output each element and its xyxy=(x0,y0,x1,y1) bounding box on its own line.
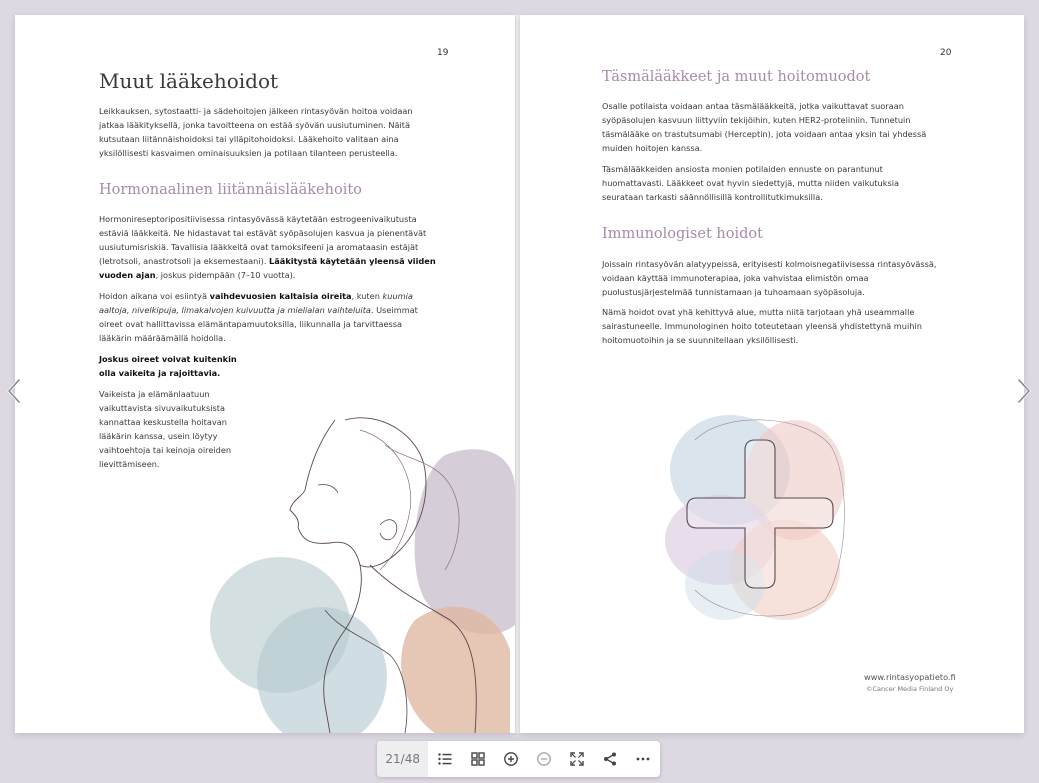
thumbnails-button[interactable] xyxy=(461,741,494,777)
share-button[interactable] xyxy=(594,741,627,777)
more-icon xyxy=(635,751,651,767)
chevron-right-icon xyxy=(1014,376,1034,406)
right-page xyxy=(520,15,1024,733)
text-run: . Useimmat oireet ovat hallittavissa elämäntapamuutoksilla, liikunnalla ja tarvittaessa lääkärin määräämällä hoidolla. xyxy=(99,305,418,343)
table-of-contents-button[interactable] xyxy=(428,741,461,777)
page-number: 20 xyxy=(940,48,952,58)
side-effects-paragraph xyxy=(99,289,429,345)
page-title: Muut lääkehoidot xyxy=(99,69,279,93)
section-heading: Täsmälääkkeet ja muut hoitomuodot xyxy=(602,69,871,85)
page-counter[interactable]: 21/48 xyxy=(377,741,428,777)
emphasis-paragraph xyxy=(99,352,239,380)
text-run: Hoidon aikana voi esiintyä xyxy=(99,291,210,301)
grid-icon xyxy=(470,751,486,767)
zoom-in-button[interactable] xyxy=(495,741,528,777)
section-heading: Immunologiset hoidot xyxy=(602,226,763,242)
share-icon xyxy=(602,751,618,767)
targeted-therapy-paragraph: Osalle potilaista voidaan antaa täsmälääkkeitä, jotka vaikuttavat suoraan syöpäsolujen kasvuun liittyviin tekijöihin, kuten HER2-proteiiniin. Tunnetuin täsmälääke on trastutsumabi (Herceptin), jota voidaan antaa yksin tai yhdessä muiden hoitojen kanssa. xyxy=(602,101,927,153)
intro-paragraph: Leikkauksen, sytostaatti- ja sädehoitojen jälkeen rintasyövän hoitoa voidaan jatkaa lääkityksellä, jonka tavoitteena on estää syövän uusiutuminen. Näitä kutsutaan liitännäishoidoksi tai ylläpitohoidoksi. Lääkehoito valitaan aina yksilöllisesti kasvaimen ominaisuuksien ja potilaan tilanteen perusteella. xyxy=(99,106,413,158)
zoom-in-icon xyxy=(503,751,519,767)
chevron-left-icon xyxy=(4,376,24,406)
left-page xyxy=(15,15,515,733)
bold-text: Lääkitystä käytetään yleensä viiden vuoden ajan xyxy=(99,256,436,280)
fullscreen-button[interactable] xyxy=(561,741,594,777)
more-button[interactable] xyxy=(627,741,660,777)
fullscreen-icon xyxy=(569,751,585,767)
footer-url: www.rintasyopatieto.fi xyxy=(864,672,956,682)
hormone-paragraph xyxy=(99,212,444,282)
section-heading: Hormonaalinen liitännäislääkehoito xyxy=(99,182,362,198)
immunotherapy-paragraph-2: Nämä hoidot ovat yhä kehittyvä alue, mutta niitä tarjotaan yhä useammalle sairastuneelle. Immunologinen hoito toteutetaan yleensä yhdistettynä muihin hoitomuotoihin ja se suunnitellaan yksilöllisesti. xyxy=(602,307,922,345)
zoom-out-icon xyxy=(536,751,552,767)
medical-cross-illustration xyxy=(665,410,855,625)
text-run: , joskus pidempään (7–10 vuotta). xyxy=(155,270,296,280)
previous-page-button[interactable] xyxy=(4,376,24,406)
zoom-out-button[interactable] xyxy=(528,741,561,777)
page-number: 19 xyxy=(437,48,449,58)
bold-text: vaihdevuosien kaltaisia oireita xyxy=(209,291,352,301)
targeted-therapy-paragraph-2: Täsmälääkkeiden ansiosta monien potilaiden ennuste on parantunut huomattavasti. Lääkkeet ovat hyvin siedettyjä, mutta niiden vaikutuksia seurataan tarkasti säännöllisillä kontrollitutkimuksilla. xyxy=(602,164,899,202)
italic-text: kuumia aaltoja, nivelkipuja, limakalvojen kuivuutta ja mielialan vaihteluita xyxy=(99,291,413,315)
footer-copyright: ©Cancer Media Finland Oy xyxy=(866,685,954,693)
closing-paragraph: Vaikeista ja elämänlaatuun vaikuttavista sivuvaikutuksista kannattaa keskustella hoitavan lääkärin kanssa, usein löytyy vaihtoehtoja tai keinoja oireiden lievittämiseen. xyxy=(99,389,232,469)
bold-text: Joskus oireet voivat kuitenkin olla vaikeita ja rajoittavia. xyxy=(99,354,237,378)
woman-line-illustration xyxy=(210,415,515,733)
viewer-toolbar xyxy=(377,741,660,777)
list-icon xyxy=(437,751,453,767)
text-run: , kuten xyxy=(351,291,383,301)
immunotherapy-paragraph: Joissain rintasyövän alatyypeissä, erityisesti kolmoisnegatiivisessa rintasyövässä, voidaan käyttää immunoterapiaa, joka vahvistaa elimistön omaa puolustusjärjestelmää tunnistamaan ja tuhoamaan syöpäsoluja. xyxy=(602,259,937,297)
text-run: Hormonireseptoripositiivisessa rintasyövässä käytetään estrogeenivaikutusta estäviä lääkkeitä. Ne hidastavat tai estävät syöpäsolujen kasvua ja pienentävät uusiutumisriskiä. Tavallisia lääkkeitä ovat tamoksifeeni ja aromataasin estäjät (letrotsoli, anastrotsoli ja eksemestaani). xyxy=(99,214,427,266)
next-page-button[interactable] xyxy=(1014,376,1034,406)
